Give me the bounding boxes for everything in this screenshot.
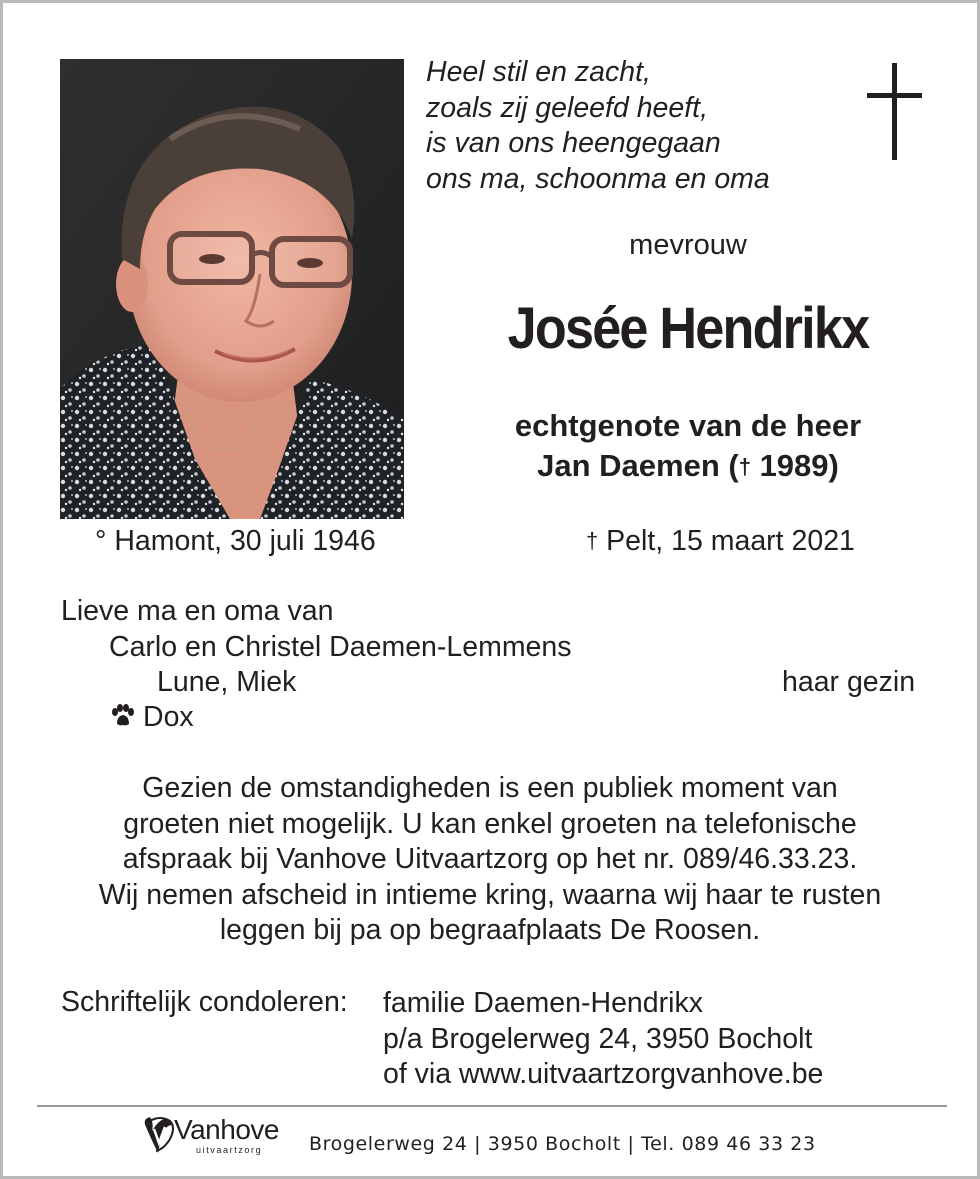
condolences-address: [383, 986, 823, 1093]
portrait-illustration: [60, 59, 404, 519]
footer-divider: [37, 1105, 947, 1107]
message-line: afspraak bij Vanhove Uitvaartzorg op het nr. 089/46.33.23.: [122, 843, 858, 875]
poem-line: Heel stil en zacht,: [426, 56, 651, 88]
logo-subtitle: uitvaartzorg: [196, 1145, 263, 1155]
message-line: Wij nemen afscheid in intieme kring, waarna wij haar te rusten: [98, 878, 882, 911]
message-line: groeten niet mogelijk. U kan enkel groeten na telefonische: [123, 807, 857, 840]
spouse-name: Jan Daemen (: [537, 448, 739, 483]
spouse-info: [428, 406, 948, 487]
announcement-message: [33, 771, 947, 949]
portrait-photo: [60, 59, 404, 519]
family-household: haar gezin: [782, 666, 916, 698]
birth-info: ° Hamont, 30 juli 1946: [95, 525, 376, 557]
poem-line: zoals zij geleefd heeft,: [426, 91, 709, 124]
death-info: [586, 525, 855, 558]
salutation: mevrouw: [629, 229, 747, 261]
pet-name: Dox: [143, 701, 194, 733]
deceased-name: Josée Hendrikx: [507, 296, 869, 361]
spouse-line-2: [428, 446, 948, 487]
spouse-line-1: echtgenote van de heer: [514, 408, 862, 443]
family-grandchildren: Lune, Miek: [157, 666, 297, 698]
footer-address: Brogelerweg 24 | 3950 Bocholt | Tel. 089 46 33 23: [309, 1133, 816, 1155]
condolences-line: p/a Brogelerweg 24, 3950 Bocholt: [383, 1022, 813, 1055]
message-line: Gezien de omstandigheden is een publiek moment van: [142, 772, 838, 804]
poem-line: is van ons heengegaan: [426, 127, 721, 159]
family-intro: Lieve ma en oma van: [61, 595, 334, 627]
condolences-label: Schriftelijk condoleren:: [61, 986, 348, 1018]
poem: [426, 55, 770, 197]
death-place-date: Pelt, 15 maart 2021: [598, 525, 855, 557]
poem-line: ons ma, schoonma en oma: [426, 162, 770, 195]
logo-name: Vanhove: [174, 1114, 279, 1145]
family-pet: [109, 701, 194, 734]
cross-icon-vertical: [892, 63, 897, 160]
condolences-line[interactable]: of via www.uitvaartzorgvanhove.be: [383, 1058, 824, 1090]
vanhove-logo: [140, 1113, 300, 1161]
condolences-line: familie Daemen-Hendrikx: [383, 987, 703, 1019]
message-line: leggen bij pa op begraafplaats De Roosen.: [219, 914, 761, 946]
dagger-icon: †: [738, 454, 751, 479]
cross-icon-horizontal: [867, 93, 922, 98]
family-children: Carlo en Christel Daemen-Lemmens: [109, 631, 572, 663]
spouse-death-year: 1989): [750, 448, 839, 483]
dagger-icon: †: [586, 528, 599, 553]
paw-icon: [109, 704, 137, 728]
